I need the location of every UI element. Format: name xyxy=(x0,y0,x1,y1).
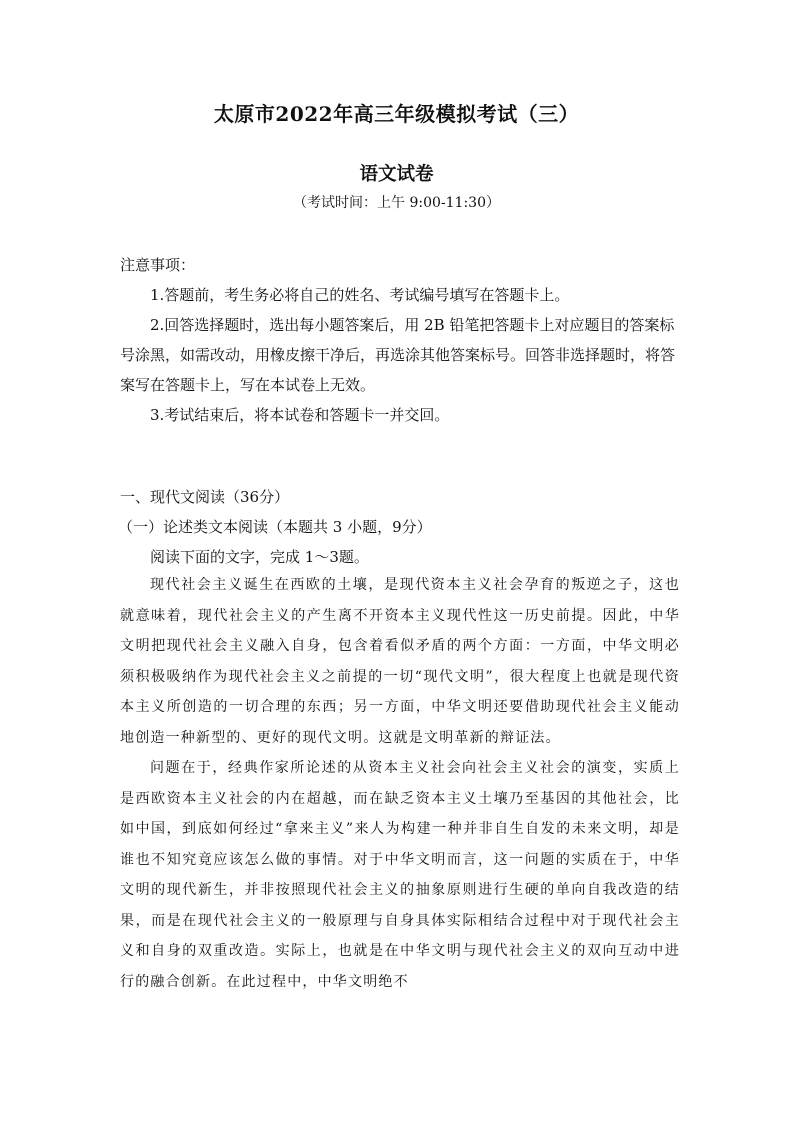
notes-block xyxy=(120,250,680,430)
passage-paragraph-1: 现代社会主义诞生在西欧的土壤，是现代资本主义社会孕育的叛逆之子，这也就意味着，现代社会主义的产生离不开资本主义现代性这一历史前提。因此，中华文明把现代社会主义融入自身，包含着看似矛盾的两个方面：一方面，中华文明必须积极吸纳作为现代社会主义之前提的一切“现代文明”，很大程度上也就是现代资本主义所创造的一切合理的东西；另一方面，中华文明还要借助现代社会主义能动地创造一种新型的、更好的现代文明。这就是文明革新的辩证法。 xyxy=(120,577,680,746)
reading-passage xyxy=(120,570,680,997)
passage-paragraph-2: 问题在于，经典作家所论述的从资本主义社会向社会主义社会的演变，实质上是西欧资本主义社会的内在超越，而在缺乏资本主义土壤乃至基因的其他社会，比如中国，到底如何经过“拿来主义”来人为构建一种并非自生自发的未来文明，却是谁也不知究竟应该怎么做的事情。对于中华文明而言，这一问题的实质在于，中华文明的现代新生，并非按照现代社会主义的抽象原则进行生硬的单向自我改造的结果，而是在现代社会主义的一般原理与自身具体实际相结合过程中对于现代社会主义和自身的双重改造。实际上，也就是在中华文明与现代社会主义的双向互动中进行的融合创新。在此过程中，中华文明绝不 xyxy=(120,760,680,990)
paper-subtitle: 语文试卷 xyxy=(359,164,434,185)
exam-time: （考试时间：上午 9:00-11:30） xyxy=(293,195,500,211)
notes-heading: 注意事项： xyxy=(120,256,196,274)
page-title: 太原市2022年高三年级模拟考试（三） xyxy=(213,102,580,126)
note-item-1: 1.答题前，考生务必将自己的姓名、考试编号填写在答题卡上。 xyxy=(150,286,570,304)
section-heading: 一、现代文阅读（36分） xyxy=(120,488,290,506)
note-item-2: 2.回答选择题时，选出每小题答案后，用 2B 铅笔把答题卡上对应题目的答案标号涂黑，如需改动，用橡皮擦干净后，再选涂其他答案标号。回答非选择题时，将答案写在答题卡上，写在本试卷上无效。 xyxy=(120,316,676,394)
section-subheading: （一）论述类文本阅读（本题共 3 小题，9分） xyxy=(118,518,432,536)
note-item-3: 3.考试结束后，将本试卷和答题卡一并交回。 xyxy=(150,406,450,424)
section-instruction: 阅读下面的文字，完成 1～3题。 xyxy=(150,548,369,566)
section-header xyxy=(120,482,680,572)
